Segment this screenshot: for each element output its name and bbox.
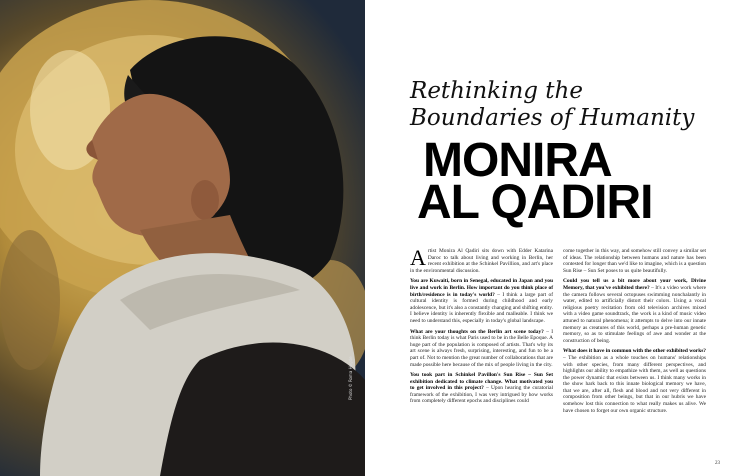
article-body <box>410 245 707 418</box>
text-column-1 <box>410 245 554 418</box>
subtitle-line-1: Rethinking the <box>410 78 583 104</box>
interview-answer: come together in this way, and somehow still convey a similar set of ideas. The relationship between humans and nature has been contested for longer than we'd like to imagine, which is a question Sun Rise – Sun Set poses to us quite beautifully. <box>563 248 706 274</box>
paragraph <box>563 348 706 414</box>
page-number: 23 <box>715 461 720 466</box>
headline-line-2: AL QADIRI <box>417 176 653 229</box>
interview-answer: – I think a large part of cultural identity is formed during childhood and early adolescence, but it's also a constantly changing and shifting entity. I believe identity is inherently flexible and malleable. I think we need to understand this, especially in today's global landscape. <box>410 291 553 324</box>
interview-answer: – It's a video work where the camera follows several octopuses swimming nonchalantly in water, edited to artificially distort their colors. Using a vocal religious poetry recitation from old television archives mixed with a video game soundtrack, the work is a kind of music video attuned to natural phenomena; it attempts to delve into our innate memory as creatures of this world, perhaps a pre-human genetic memory, so as to stimulate feelings of awe and wonder at the construction of being. <box>563 284 706 344</box>
subtitle-line-2: Boundaries of Humanity <box>410 105 695 131</box>
paragraph <box>563 248 706 274</box>
paragraph <box>410 278 553 324</box>
interview-answer: – I think Berlin today is what Paris used to be in the Belle Epoque. A huge part of the population is composed of artists. That's why its art scene is always fresh, surprising, interesting, and fun to be a part of. Not to mention the great number of collaborations that are made possible here because of the mix of people living in the city. <box>410 328 554 368</box>
interview-answer: – Upon hearing the curatorial framework of the exhibition, I was very intrigued by how works from completely different epochs and disciplines could <box>410 385 553 405</box>
drop-cap: A <box>410 245 426 270</box>
article-subtitle <box>410 78 710 132</box>
interview-question: What does it have in common with the other exhibited works? <box>563 348 706 355</box>
interview-question: What are your thoughts on the Berlin art scene today? <box>410 328 544 335</box>
interview-question: You are Kuwaiti, born in Senegal, educated in Japan and you live and work in Berlin. How important do you think place of birth/residence is in today's world? <box>410 278 553 298</box>
interview-question: Could you tell us a bit more about your work, Divine Memory, that you've exhibited there? <box>563 278 706 291</box>
paragraph <box>410 245 553 274</box>
interview-answer: – The exhibition as a whole touches on humans' relationships with other species, from many different perspectives, and highlights our ability to empathize with them, as well as questions the power dynamic that exists between us. I think many works in the show hark back to this innate biological memory we have, that we are, after all, flesh and blood and not very different in composition from other beings, but that in our hubris we have somehow lost this connection to what really makes us alive. We have chosen to forget our own organic structure. <box>563 354 706 414</box>
paragraph <box>410 329 553 369</box>
photo-credit: Photo © Roma Hegde <box>348 356 353 400</box>
interview-answer: rtist Monira Al Qadiri sits down with Edder Katarina Daroc to talk about living and working in Berlin, her recent exhibition at the Schinkel Pavillion, and art's place in the environmental discussion. <box>410 248 553 274</box>
article-headline <box>417 134 723 229</box>
headline-line-1: MONIRA <box>423 134 612 187</box>
interview-question: You took part in Schinkel Pavillon's Sun Rise – Sun Set exhibition dedicated to climate change. What motivated you to get involved in this project? <box>410 372 553 392</box>
article-page <box>365 0 730 476</box>
paragraph <box>410 372 553 405</box>
text-column-2 <box>563 248 706 418</box>
paragraph <box>563 278 706 344</box>
